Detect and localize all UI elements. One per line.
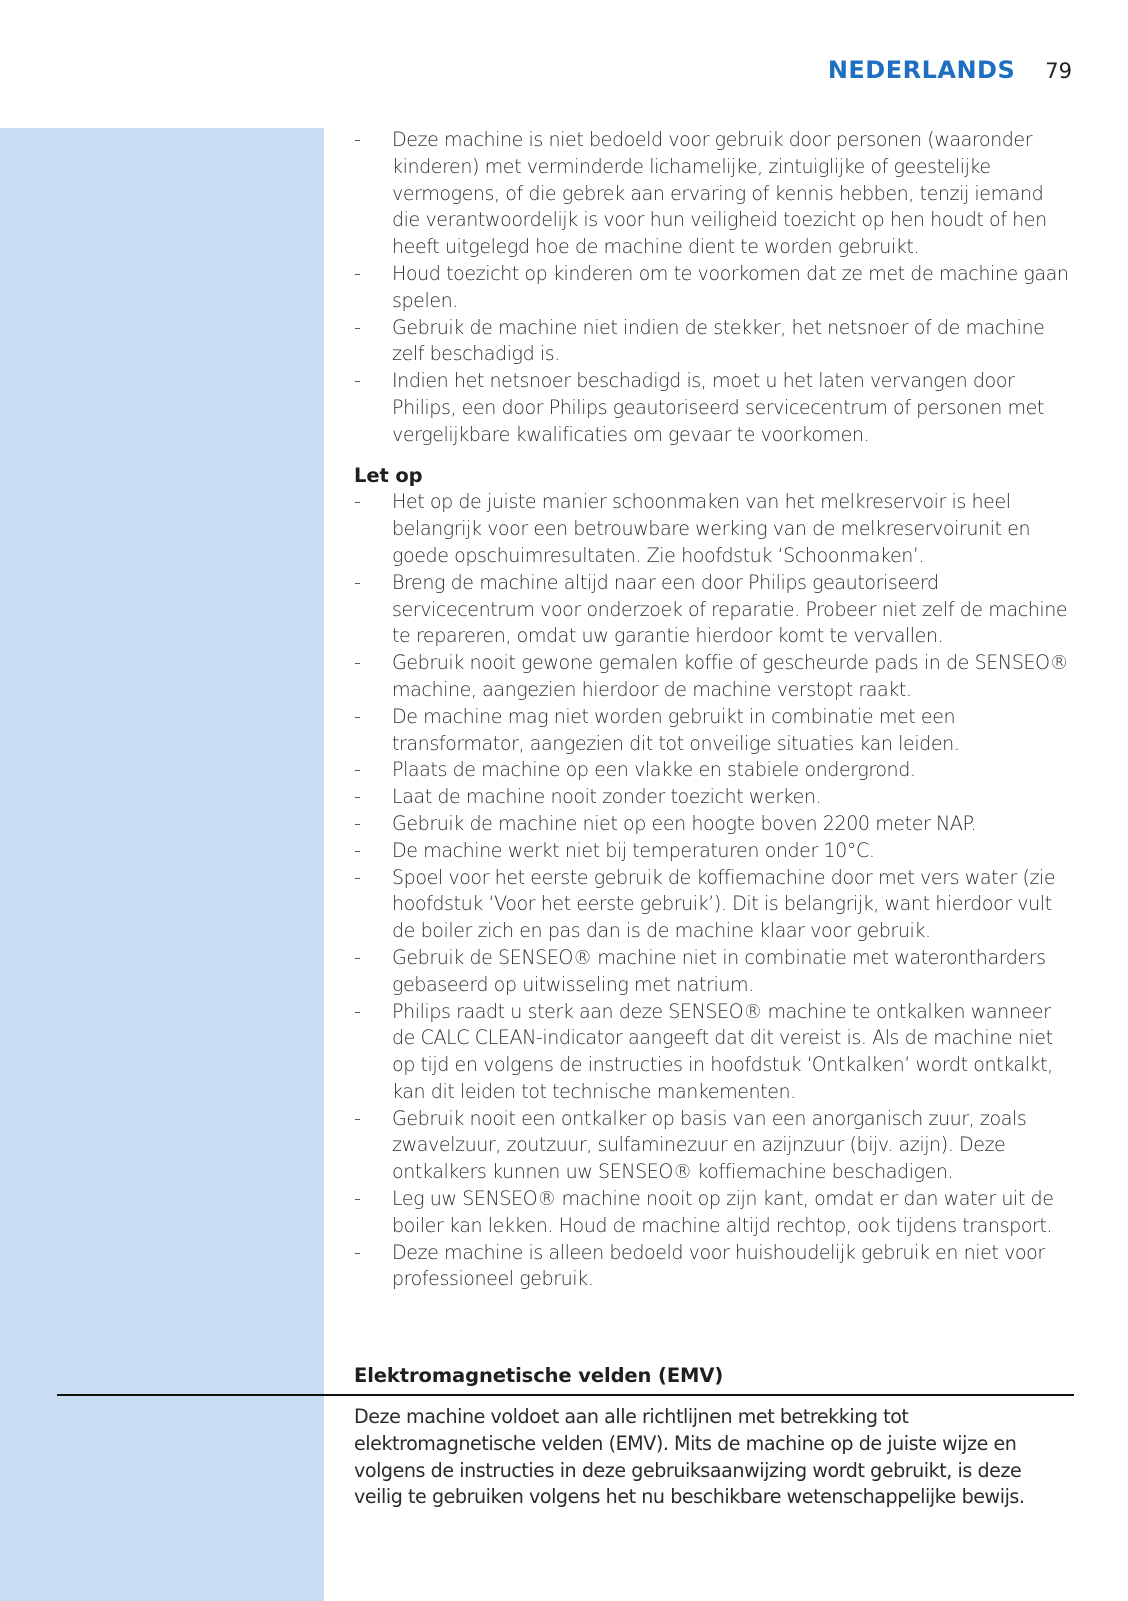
list-item: - Philips raadt u sterk aan deze SENSEO® machine te ontkalken wanneer de CALC CLEAN-indicator aangeeft dat dit vereist is. Als de machine niet op tijd en volgens de instructies in hoofdstuk ‘Ontkalken’ wordt ontkalkt, kan dit leiden tot technische mankementen. — [354, 999, 1074, 1106]
page-number: 79 — [1045, 59, 1072, 83]
list-item: - De machine mag niet worden gebruikt in combinatie met een transformator, aangezien dit tot onveilige situaties kan leiden. — [354, 704, 1074, 758]
list-item: - Spoel voor het eerste gebruik de koffiemachine door met vers water (zie hoofdstuk ‘Voor het eerste gebruik’). Dit is belangrijk, want hierdoor vult de boiler zich en pas dan is de machine klaar voor gebruik. — [354, 865, 1074, 945]
warnings-list — [354, 127, 1074, 449]
list-item: - Indien het netsnoer beschadigd is, moet u het laten vervangen door Philips, een door Philips geautoriseerd servicecentrum of personen met vergelijkbare kwalificaties om gevaar te voorkomen. — [354, 368, 1074, 448]
caution-heading: Let op — [354, 463, 423, 487]
list-item: - Gebruik nooit een ontkalker op basis van een anorganisch zuur, zoals zwavelzuur, zoutzuur, sulfaminezuur en azijnzuur (bijv. azijn). Deze ontkalkers kunnen uw SENSEO® koffiemachine beschadigen. — [354, 1106, 1074, 1186]
list-item: - Gebruik de SENSEO® machine niet in combinatie met waterontharders gebaseerd op uitwisseling met natrium. — [354, 945, 1074, 999]
list-item: - Breng de machine altijd naar een door Philips geautoriseerd servicecentrum voor onderzoek of reparatie. Probeer niet zelf de machine te repareren, omdat uw garantie hierdoor komt te vervallen. — [354, 570, 1074, 650]
main-content — [354, 127, 1074, 1293]
list-item: - Gebruik nooit gewone gemalen koffie of gescheurde pads in de SENSEO® machine, aangezien hierdoor de machine verstopt raakt. — [354, 650, 1074, 704]
list-item: - Leg uw SENSEO® machine nooit op zijn kant, omdat er dan water uit de boiler kan lekken. Houd de machine altijd rechtop, ook tijdens transport. — [354, 1186, 1074, 1240]
list-item: - Gebruik de machine niet indien de stekker, het netsnoer of de machine zelf beschadigd is. — [354, 315, 1074, 369]
caution-list — [354, 489, 1074, 1293]
list-item: - Deze machine is alleen bedoeld voor huishoudelijk gebruik en niet voor professioneel gebruik. — [354, 1240, 1074, 1294]
list-item: - Deze machine is niet bedoeld voor gebruik door personen (waaronder kinderen) met verminderde lichamelijke, zintuiglijke of geestelijke vermogens, of die gebrek aan ervaring of kennis hebben, tenzij iemand die verantwoordelijk is voor hun veiligheid toezicht op hen houdt of hen heeft uitgelegd hoe de machine dient te worden gebruikt. — [354, 127, 1074, 261]
emv-paragraph: Deze machine voldoet aan alle richtlijnen met betrekking tot elektromagnetische velden (EMV). Mits de machine op de juiste wijze en volgens de instructies in deze gebruiksaanwijzing wordt gebruikt, is deze veilig te gebruiken volgens het nu beschikbare wetenschappelijke bewijs. — [354, 1405, 1025, 1509]
list-item: - Laat de machine nooit zonder toezicht werken. — [354, 784, 1074, 811]
sidebar-panel — [0, 128, 324, 1601]
page-header — [828, 56, 1072, 84]
list-item: - De machine werkt niet bij temperaturen onder 10°C. — [354, 838, 1074, 865]
section-divider — [57, 1394, 1074, 1396]
list-item: - Houd toezicht op kinderen om te voorkomen dat ze met de machine gaan spelen. — [354, 261, 1074, 315]
list-item: - Gebruik de machine niet op een hoogte boven 2200 meter NAP. — [354, 811, 1074, 838]
emv-heading: Elektromagnetische velden (EMV) — [354, 1364, 724, 1387]
language-label: NEDERLANDS — [827, 56, 1016, 84]
list-item: - Plaats de machine op een vlakke en stabiele ondergrond. — [354, 757, 1074, 784]
list-item: - Het op de juiste manier schoonmaken van het melkreservoir is heel belangrijk voor een betrouwbare werking van de melkreservoirunit en goede opschuimresultaten. Zie hoofdstuk ‘Schoonmaken’. — [354, 489, 1074, 569]
